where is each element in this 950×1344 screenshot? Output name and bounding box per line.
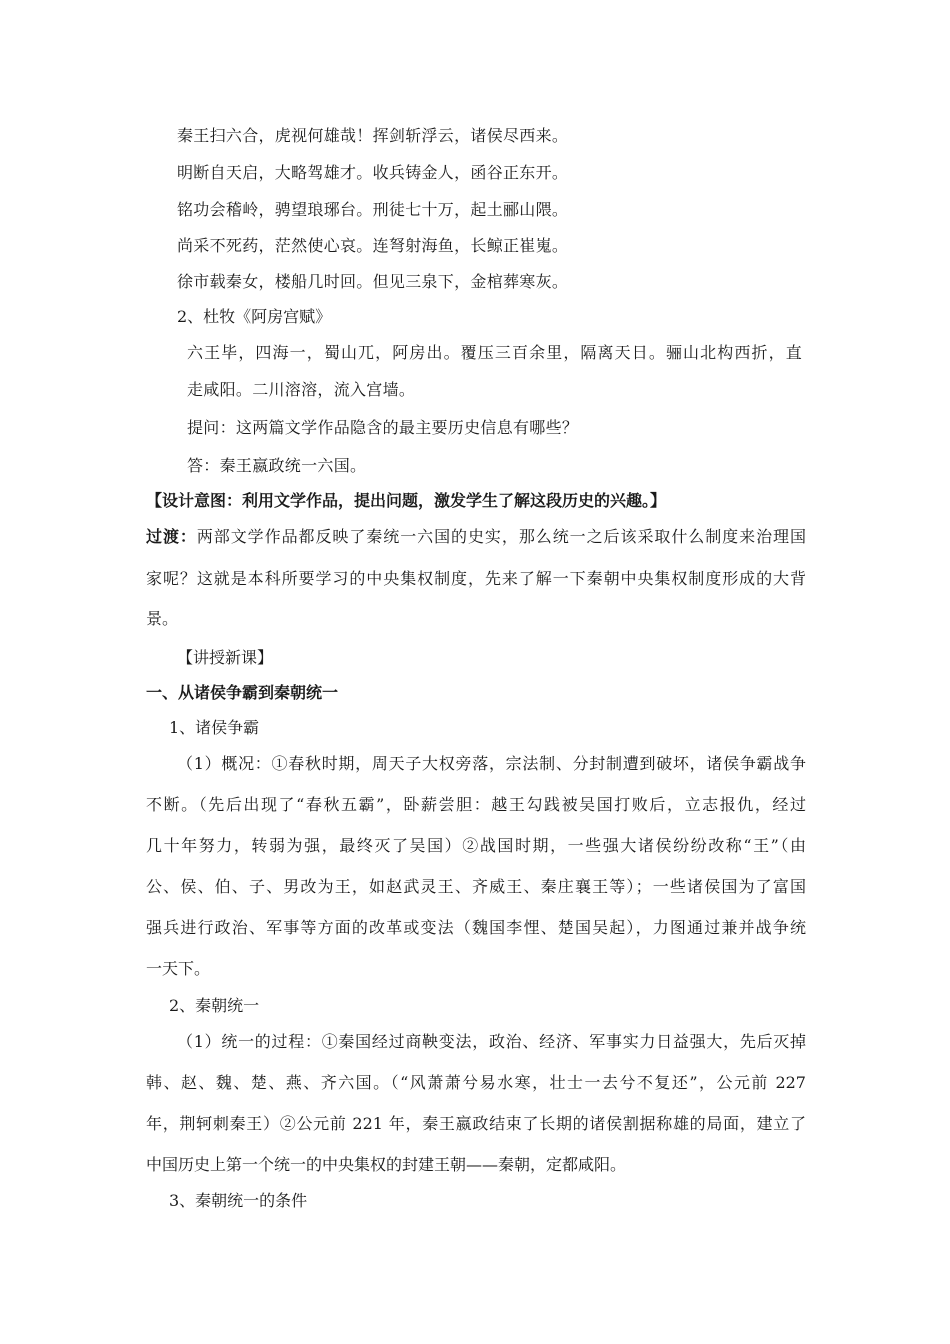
poem-line: 尚采不死药，茫然使心哀。连弩射海鱼，长鲸正崔嵬。 (177, 236, 569, 255)
transition-label: 过渡： (146, 527, 197, 546)
paragraph-line: 强兵进行政治、军事等方面的改革或变法（魏国李悝、楚国吴起），力图通过兼并战争统 (146, 918, 806, 937)
paragraph-line: 一天下。 (146, 959, 211, 978)
question-text: 提问：这两篇文学作品隐含的最主要历史信息有哪些？ (187, 418, 579, 437)
new-lesson-heading: 【讲授新课】 (177, 648, 274, 667)
poem-line: 徐市载秦女，楼船几时回。但见三泉下，金棺葬寒灰。 (177, 272, 569, 291)
paragraph-line: （1）统一的过程：①秦国经过商鞅变法，政治、经济、军事实力日益强大，先后灭掉 (177, 1032, 806, 1051)
poem-line: 秦王扫六合，虎视何雄哉！挥剑斩浮云，诸侯尽西来。 (177, 126, 569, 145)
transition-line (146, 527, 806, 547)
answer-text: 答：秦王嬴政统一六国。 (187, 456, 367, 475)
paragraph-line: 中国历史上第一个统一的中央集权的封建王朝——秦朝，定都咸阳。 (146, 1155, 627, 1174)
paragraph-line: 几十年努力，转弱为强，最终灭了吴国）②战国时期，一些强大诸侯纷纷改称“王”（由 (146, 836, 806, 855)
transition-line: 景。 (146, 609, 179, 628)
section-title: 一、从诸侯争霸到秦朝统一 (146, 683, 339, 702)
subsection-heading: 1、诸侯争霸 (169, 718, 260, 737)
paragraph-line: 韩、赵、魏、楚、燕、齐六国。（“风萧萧兮易水寒，壮士一去兮不复还”，公元前 227 (146, 1073, 806, 1092)
fu-text-line: 六王毕，四海一，蜀山兀，阿房出。覆压三百余里，隔离天日。骊山北构西折，直 (187, 343, 802, 362)
subsection-heading: 2、秦朝统一 (169, 996, 260, 1015)
transition-line: 家呢？这就是本科所要学习的中央集权制度，先来了解一下秦朝中央集权制度形成的大背 (146, 569, 806, 588)
poem-line: 铭功会稽岭，骋望琅琊台。刑徒七十万，起土郦山隈。 (177, 200, 569, 219)
design-intent: 【设计意图：利用文学作品，提出问题，激发学生了解这段历史的兴趣。】 (146, 491, 667, 510)
fu-heading: 2、杜牧《阿房宫赋》 (177, 307, 332, 326)
subsection-heading: 3、秦朝统一的条件 (169, 1191, 308, 1210)
poem-line: 明断自天启，大略驾雄才。收兵铸金人，函谷正东开。 (177, 163, 569, 182)
paragraph-line: 年，荆轲刺秦王）②公元前 221 年，秦王嬴政结束了长期的诸侯割据称雄的局面，建立了 (146, 1114, 806, 1133)
transition-text: 两部文学作品都反映了秦统一六国的史实，那么统一之后该采取什么制度来治理国 (196, 527, 806, 546)
fu-text-line: 走咸阳。二川溶溶，流入宫墙。 (187, 380, 416, 399)
paragraph-line: 公、侯、伯、子、男改为王，如赵武灵王、齐威王、秦庄襄王等）；一些诸侯国为了富国 (146, 877, 806, 896)
paragraph-line: 不断。（先后出现了“春秋五霸”，卧薪尝胆：越王勾践被吴国打败后，立志报仇，经过 (146, 795, 806, 814)
paragraph-line: （1）概况：①春秋时期，周天子大权旁落，宗法制、分封制遭到破坏，诸侯争霸战争 (177, 754, 806, 773)
